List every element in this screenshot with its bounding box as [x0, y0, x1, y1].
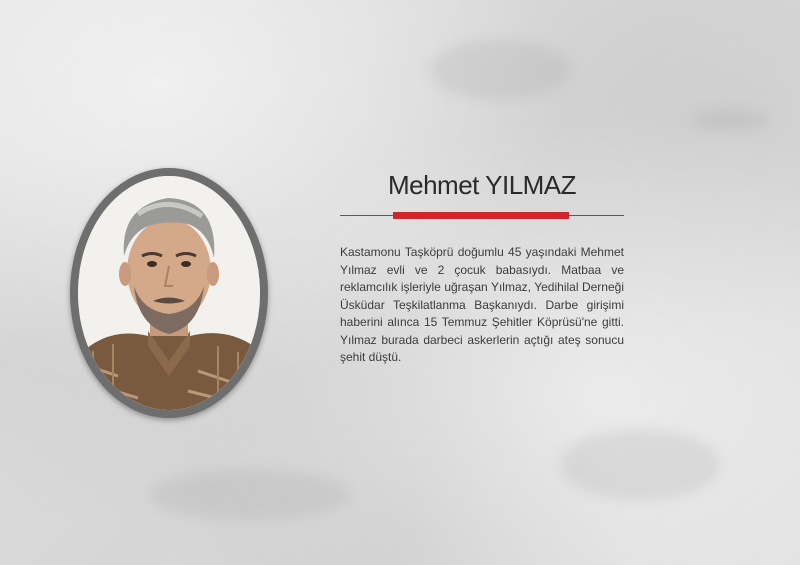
background-texture-stain [560, 430, 720, 500]
background-texture-stain [690, 110, 770, 130]
title-divider-accent [393, 212, 569, 219]
portrait-photo [78, 176, 260, 410]
background-texture-stain [430, 40, 570, 100]
background-texture-stain [150, 470, 350, 520]
person-biography: Kastamonu Taşköprü doğumlu 45 yaşındaki Mehmet Yılmaz evli ve 2 çocuk babasıydı. Matbaa ve reklamcılık işleriyle uğraşan Yılmaz, Yedihilal Derneği Üsküdar Teşkilatlanma Başkanıydı. Darbe girişimi haberini alınca 15 Temmuz Şehitler Köprüsü'ne gitti. Yılmaz burada darbeci askerlerin açtığı ateş sonucu şehit düştü. [340, 245, 624, 364]
portrait-frame [70, 168, 268, 418]
person-name-heading: Mehmet YILMAZ [387, 170, 577, 200]
